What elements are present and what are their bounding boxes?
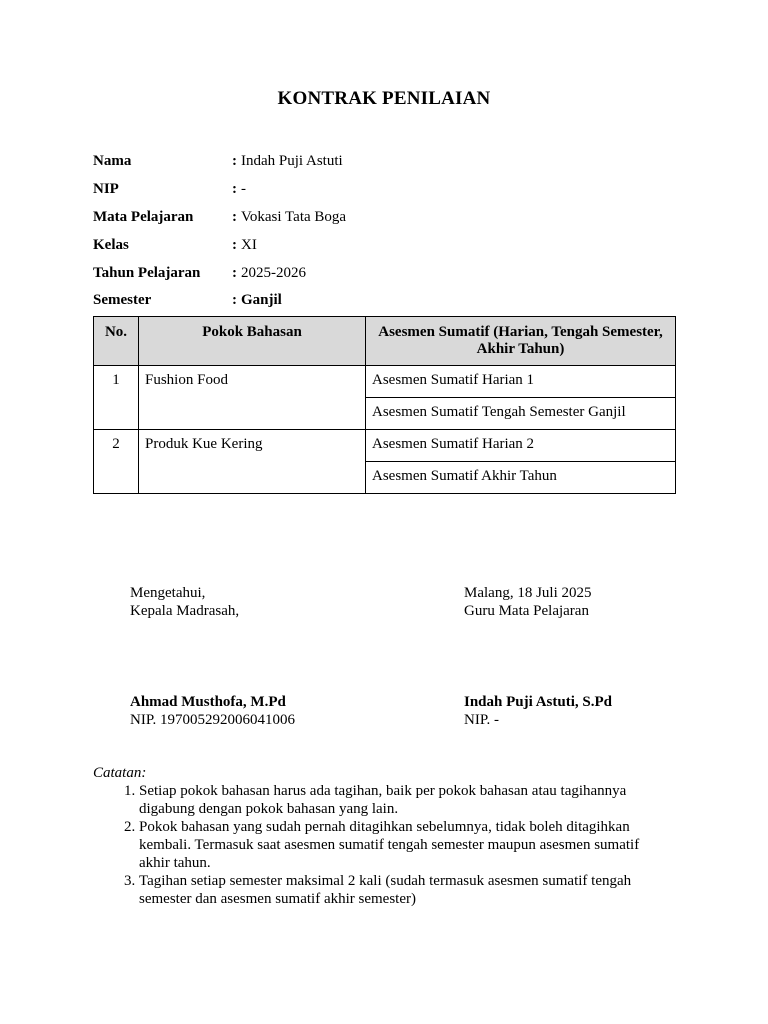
signature-left-line2: Kepala Madrasah,	[130, 603, 240, 619]
cell-no: 2	[94, 430, 139, 494]
signature-left-heading	[130, 584, 239, 620]
info-value: Vokasi Tata Boga	[241, 208, 347, 225]
signature-right-line1: Malang, 18 Juli 2025	[464, 585, 592, 601]
notes-section	[93, 764, 673, 908]
signature-right-line2: Guru Mata Pelajaran	[464, 603, 589, 619]
notes-title: Catatan:	[93, 765, 147, 781]
notes-list	[93, 782, 673, 908]
cell-topic: Produk Kue Kering	[139, 430, 366, 494]
signature-left-nip: NIP. 197005292006041006	[130, 712, 296, 728]
document-title: KONTRAK PENILAIAN	[277, 88, 491, 109]
info-label: Kelas	[93, 236, 129, 253]
cell-assessment: Asesmen Sumatif Akhir Tahun	[366, 462, 676, 494]
info-label: Mata Pelajaran	[93, 208, 194, 225]
info-row-tahun-pelajaran	[93, 259, 346, 287]
info-label: Semester	[93, 292, 152, 309]
info-colon: :	[232, 292, 237, 309]
list-item: 1. Setiap pokok bahasan harus ada tagihan, baik per pokok bahasan atau tagihannya digabung dengan pokok bahasan yang lain.	[139, 782, 673, 818]
info-value: XI	[241, 236, 257, 253]
assessment-table	[93, 316, 676, 494]
info-row-mata-pelajaran	[93, 204, 346, 232]
table-row	[94, 430, 676, 462]
info-colon: :	[232, 208, 237, 225]
header-no: No.	[94, 317, 139, 366]
info-label: Nama	[93, 153, 132, 170]
info-colon: :	[232, 236, 237, 253]
info-row-nama	[93, 148, 346, 176]
signature-left-line1: Mengetahui,	[130, 585, 206, 601]
cell-assessment: Asesmen Sumatif Harian 2	[366, 430, 676, 462]
table-row	[94, 366, 676, 398]
signature-left-block	[130, 693, 295, 729]
signature-left-name: Ahmad Musthofa, M.Pd	[130, 694, 286, 710]
info-colon: :	[232, 181, 237, 198]
table-header-row	[94, 317, 676, 366]
cell-topic: Fushion Food	[139, 366, 366, 430]
info-value: Indah Puji Astuti	[241, 153, 343, 170]
list-item: 3. Tagihan setiap semester maksimal 2 kali (sudah termasuk asesmen sumatif tengah semester dan asesmen sumatif akhir semester)	[139, 872, 673, 908]
signature-right-name: Indah Puji Astuti, S.Pd	[464, 694, 612, 710]
header-topic: Pokok Bahasan	[139, 317, 366, 366]
info-label: Tahun Pelajaran	[93, 264, 201, 281]
info-row-nip	[93, 176, 346, 204]
info-value: 2025-2026	[241, 264, 306, 281]
info-row-kelas	[93, 231, 346, 259]
identity-section	[93, 148, 346, 315]
signature-right-block	[464, 693, 612, 729]
cell-no: 1	[94, 366, 139, 430]
signature-right-heading	[464, 584, 592, 620]
info-label: NIP	[93, 181, 119, 198]
signature-right-nip: NIP. -	[464, 712, 500, 728]
header-assessment: Asesmen Sumatif (Harian, Tengah Semester, Akhir Tahun)	[366, 317, 676, 366]
cell-assessment: Asesmen Sumatif Tengah Semester Ganjil	[366, 398, 676, 430]
info-value: Ganjil	[241, 292, 282, 309]
info-row-semester	[93, 287, 346, 315]
info-value: -	[241, 181, 246, 198]
list-item: 2. Pokok bahasan yang sudah pernah ditagihkan sebelumnya, tidak boleh ditagihkan kembali. Termasuk saat asesmen sumatif tengah semester maupun asesmen sumatif akhir tahun.	[139, 818, 673, 872]
info-colon: :	[232, 264, 237, 281]
cell-assessment: Asesmen Sumatif Harian 1	[366, 366, 676, 398]
info-colon: :	[232, 153, 237, 170]
